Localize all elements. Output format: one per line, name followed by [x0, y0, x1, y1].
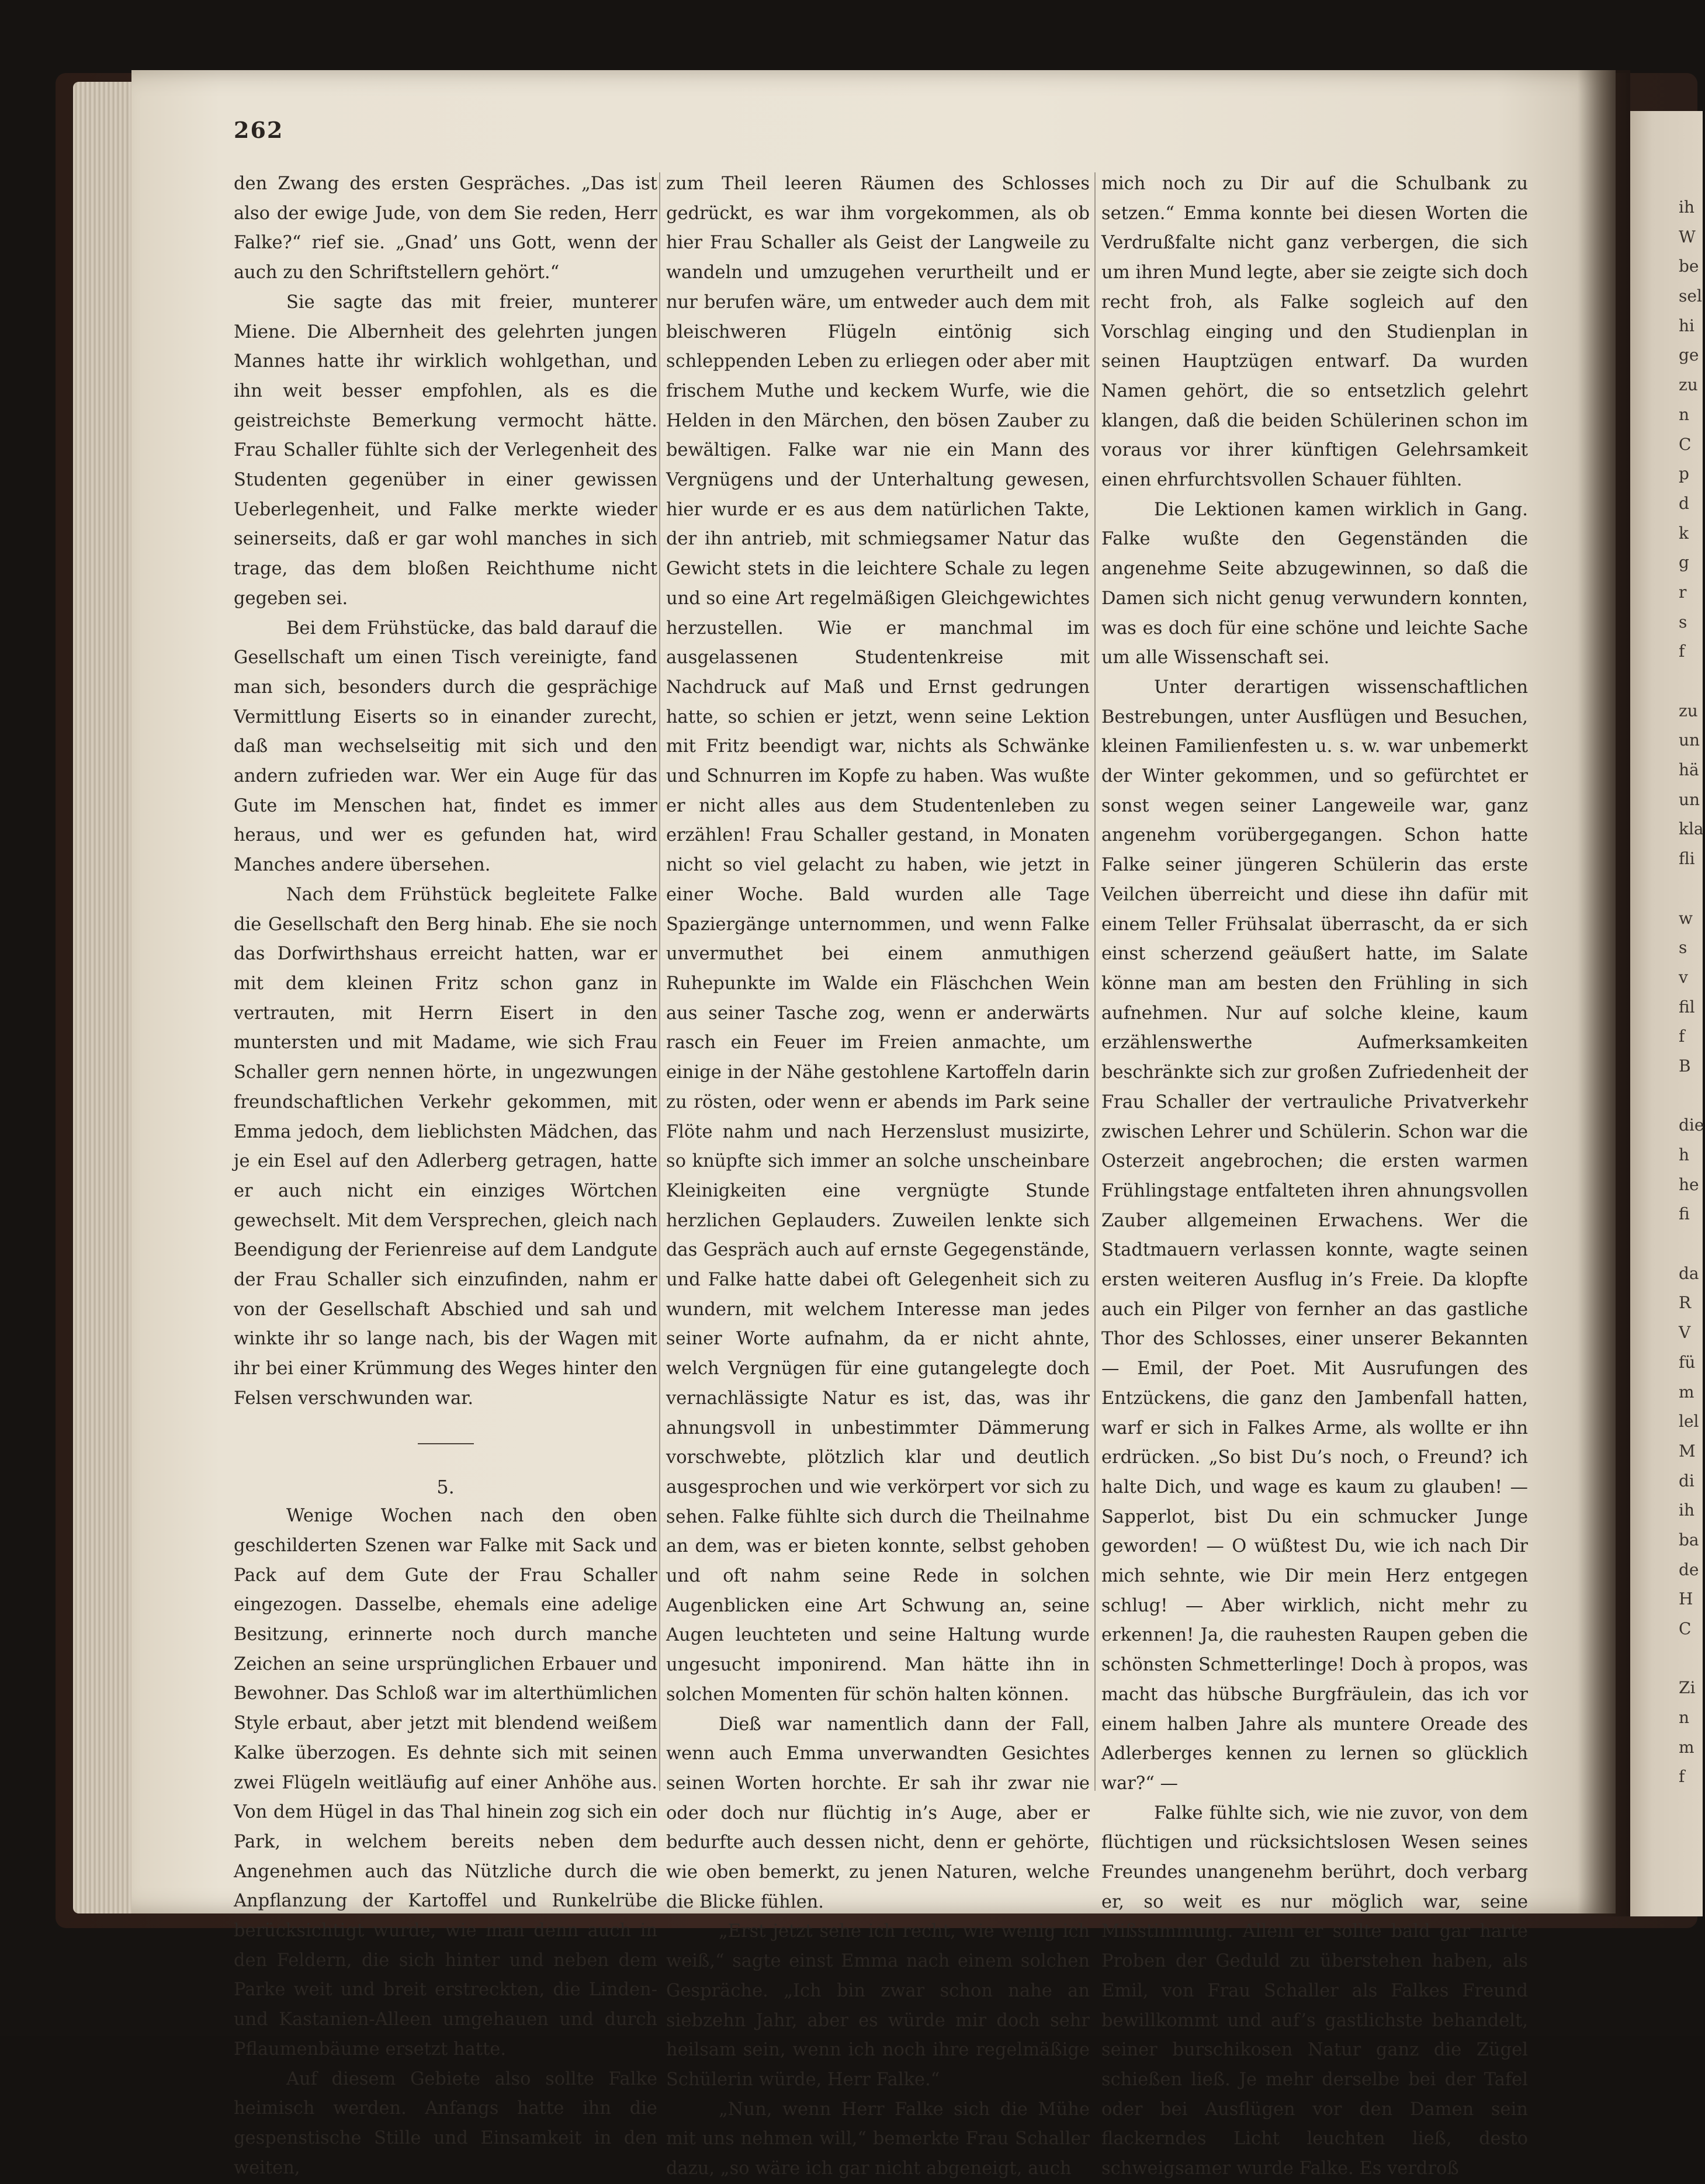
facing-page-fragment: fi	[1679, 1204, 1690, 1224]
facing-page-fragment: hi	[1679, 316, 1694, 335]
facing-page-fragment: Zi	[1679, 1678, 1696, 1698]
facing-page-fragment: f	[1679, 1767, 1685, 1787]
facing-page-fragment	[1679, 1081, 1705, 1111]
facing-page-fragment: die	[1679, 1115, 1704, 1135]
facing-page-fragment: zu	[1679, 375, 1698, 395]
column-rule	[1094, 172, 1096, 1791]
facing-page-fragment	[1679, 874, 1705, 904]
facing-page-fragment: fil	[1679, 997, 1695, 1017]
facing-page-fragment: d	[1679, 493, 1689, 513]
paragraph: „Erst jetzt sehe ich recht, wie wenig ich weiß,“ sagte einst Emma nach einem solchen Gespräche. „Ich bin zwar schon nahe an siebzehn Jahr, aber es würde mir doch sehr heilsam sein, wenn ich noch ihre regelmäßige Schülerin würde, Herr Falke.“	[666, 1921, 1090, 2090]
facing-page-fragment: ba	[1679, 1530, 1699, 1549]
text-column-3	[1101, 169, 1528, 2184]
facing-page-fragment: sel	[1679, 286, 1702, 306]
text-column-2	[666, 169, 1090, 2184]
facing-page-fragment: h	[1679, 1145, 1690, 1164]
paragraph: Dieß war namentlich dann der Fall, wenn auch Emma unverwandten Gesichtes seinen Worten horchte. Er sah ihr zwar nie oder doch nur flüchtig in’s Auge, aber er bedurfte auch dessen nicht, denn er gehörte, wie oben bemerkt, zu jenen Naturen, welche die Blicke fühlen.	[666, 1714, 1090, 1912]
facing-page-fragment	[1679, 1229, 1705, 1259]
paragraph: Nach dem Frühstück begleitete Falke die Gesellschaft den Berg hinab. Ehe sie noch das Dorfwirthshaus erreicht hatten, war er mit dem kleinen Fritz schon ganz in vertrauten, mit Herrn Eisert in den muntersten und mit Madame, wie sich Frau Schaller gern nennen hörte, in ungezwungen freundschaftlichen Verkehr gekommen, mit Emma jedoch, dem lieblichsten Mädchen, das je ein Esel auf den Adlerberg getragen, hatte er auch nicht ein einziges Wörtchen gewechselt. Mit dem Versprechen, gleich nach Beendigung der Ferienreise auf dem Landgute der Frau Schaller sich einzufinden, nahm er von der Gesellschaft Abschied und sah und winkte ihr so lange nach, bis der Wagen mit ihr bei einer Krümmung des Weges hinter den Felsen verschwunden war.	[234, 884, 657, 1409]
paragraph: Wenige Wochen nach den oben geschilderten Szenen war Falke mit Sack und Pack auf dem Gute der Frau Schaller eingezogen. Dasselbe, ehemals eine adelige Besitzung, erinnerte noch durch manche Zeichen an seine ursprünglichen Erbauer und Bewohner. Das Schloß war im alterthümlichen Style erbaut, aber jetzt mit blendend weißem Kalke überzogen. Es dehnte sich mit seinen zwei Flügeln weitläufig auf einer Anhöhe aus. Von dem Hügel in das Thal hinein zog sich ein Park, in welchem bereits neben dem Angenehmen auch das Nützliche durch die Anpflanzung der Kartoffel und Runkelrübe berücksichtigt wurde, wie man denn auch in den Feldern, die sich hinter und neben dem Parke weit und breit erstreckten, die Linden- und Kastanien-Alleen umgehauen und durch Pflaumenbäume ersetzt hatte.	[234, 1506, 657, 2060]
paragraph: Auf diesem Gebiete also sollte Falke heimisch werden. Anfangs hatte ihn die gespenstische Stille und Einsamkeit in den weiten,	[234, 2068, 657, 2178]
facing-page-fragment: kla	[1679, 819, 1704, 839]
facing-page-fragment: W	[1679, 227, 1696, 247]
facing-page-fragment: V	[1679, 1323, 1691, 1343]
facing-page-fragment: f	[1679, 1027, 1685, 1046]
column-rule	[659, 172, 660, 1791]
facing-page-fragment: r	[1679, 582, 1687, 602]
facing-page-fragment: C	[1679, 1619, 1692, 1638]
paragraph: Sie sagte das mit freier, munterer Miene. Die Albernheit des gelehrten jungen Mannes hatte ihr wirklich wohlgethan, und ihn weit besser empfohlen, als es die geistreichste Bemerkung vermocht hätte. Frau Schaller fühlte sich der Verlegenheit des Studenten gegenüber in einer gewissen Ueberlegenheit, und Falke merkte wieder seinerseits, daß er gar wohl manches in sich trage, das dem bloßen Reichthume nicht gegeben sei.	[234, 292, 657, 609]
facing-page-fragment: lel	[1679, 1412, 1699, 1431]
facing-page-fragment: R	[1679, 1293, 1692, 1313]
paragraph: Die Lektionen kamen wirklich in Gang. Falke wußte den Gegenständen die angenehme Seite abzugewinnen, so daß die Damen sich nicht genug verwundern konnten, was es doch für eine schöne und leichte Sache um alle Wissenschaft sei.	[1101, 499, 1528, 668]
facing-page-fragment: ge	[1679, 345, 1699, 365]
facing-page-fragment: M	[1679, 1441, 1696, 1461]
facing-page-fragment: hä	[1679, 760, 1699, 780]
facing-page-fragment: de	[1679, 1559, 1699, 1579]
facing-page-fragment: di	[1679, 1471, 1694, 1490]
paragraph: Bei dem Frühstücke, das bald darauf die Gesellschaft um einen Tisch vereinigte, fand man sich, besonders durch die gesprächige Vermittlung Eiserts so in einander zurecht, daß man wechselseitig mit sich und den andern zufrieden war. Wer ein Auge für das Gute im Menschen hat, findet es immer heraus, und wer es gefunden hat, wird Manches andere übersehen.	[234, 618, 657, 876]
facing-page-fragment: ih	[1679, 197, 1694, 217]
book-gutter	[1578, 70, 1630, 1916]
facing-page-fragment: n	[1679, 1708, 1690, 1728]
facing-page-fragment: zu	[1679, 701, 1698, 720]
section-divider	[418, 1443, 474, 1444]
page-edges	[73, 82, 137, 1913]
facing-page-fragment: C	[1679, 434, 1692, 454]
facing-page-fragment: p	[1679, 464, 1689, 484]
facing-page-fragment	[1679, 1644, 1705, 1674]
facing-page-fragment: ih	[1679, 1500, 1694, 1520]
facing-page-fragment: w	[1679, 908, 1693, 928]
facing-page-fragment: B	[1679, 1056, 1691, 1076]
facing-page-fragment: fli	[1679, 849, 1695, 869]
facing-page-fragment: g	[1679, 553, 1689, 573]
facing-page-text-fragments	[1679, 193, 1705, 1792]
facing-page-fragment: m	[1679, 1737, 1694, 1757]
paragraph: Falke fühlte sich, wie nie zuvor, von dem flüchtigen und rücksichtslosen Wesen seines Freundes unangenehm berührt, doch verbarg er, so weit es nur möglich war, seine Mißstimmung. Allein er sollte bald gar harte Proben der Geduld zu überstehen haben, als Emil, von Frau Schaller als Falkes Freund bewillkommt und auf’s gastlichste behandelt, seiner burschikosen Natur ganz die Zügel schießen ließ. Je mehr derselbe bei der Tafel oder bei Ausflügen vor den Damen sein flackerndes Licht leuchten ließ, desto schweigsamer wurde Falke. Es verdroß	[1101, 1802, 1528, 2179]
paragraph: zum Theil leeren Räumen des Schlosses gedrückt, es war ihm vorgekommen, als ob hier Frau Schaller als Geist der Langweile zu wandeln und umzugehen verurtheilt und er nur berufen wäre, um entweder auch dem mit bleischweren Flügeln eintönig sich schleppenden Leben zu erliegen oder aber mit frischem Muthe und keckem Wurfe, wie die Helden in den Märchen, den bösen Zauber zu bewältigen. Falke war nie ein Mann des Vergnügens und der Unterhaltung gewesen, hier wurde er es aus dem natürlichen Takte, der ihn antrieb, mit schmiegsamer Natur das Gewicht stets in die leichtere Schale zu legen und so eine Art regelmäßigen Gleichgewichtes herzustellen. Wie er manchmal im ausgelassenen Studentenkreise mit Nachdruck auf Maß und Ernst gedrungen hatte, so schien er jetzt, wenn seine Lektion mit Fritz beendigt war, nichts als Schwänke und Schnurren im Kopfe zu haben. Was wußte er nicht alles aus dem Studentenleben zu erzählen! Frau Schaller gestand, in Monaten nicht so viel gelacht zu haben, wie jetzt in einer Woche. Bald wurden alle Tage Spaziergänge unternommen, und wenn Falke unvermuthet bei einem anmuthigen Ruhepunkte im Walde ein Fläschchen Wein aus seiner Tasche zog, wenn er anderwärts rasch ein Feuer im Freien anmachte, um einige in der Nähe gestohlene Kartoffeln darin zu rösten, oder wenn er abends im Park seine Flöte nahm und nach Herzenslust musizirte, so knüpfte sich immer an solche unscheinbare Kleinigkeiten eine vergnügte Stunde herzlichen Geplauders. Zuweilen lenkte sich das Gespräch auch auf ernste Gegegenstände, und Falke hatte dabei oft Gelegenheit sich zu wundern, mit welchem Interesse man jedes seiner Worte aufnahm, da er nicht ahnte, welch Vergnügen für eine gutangelegte doch vernachlässigte Natur es ist, das, was ihr ahnungsvoll in unbestimmter Dämmerung vorschwebte, plötzlich klar und deutlich ausgesprochen und wie verkörpert vor sich zu sehen. Falke fühlte sich durch die Theilnahme an dem, was er bieten konnte, selbst gehoben und oft nahm seine Rede in solchen Augenblicken eine Art Schwung an, seine Augen leuchteten und seine Haltung wurde ungesucht imponirend. Man hätte ihn in solchen Momenten für schön halten können.	[666, 174, 1090, 1705]
facing-page-fragment: H	[1679, 1589, 1693, 1609]
paragraph: den Zwang des ersten Gespräches. „Das ist also der ewige Jude, von dem Sie reden, Herr Falke?“ rief sie. „Gnad’ uns Gott, wenn der auch zu den Schriftstellern gehört.“	[234, 174, 657, 283]
facing-page-fragment: m	[1679, 1382, 1694, 1402]
paragraph: mich noch zu Dir auf die Schulbank zu setzen.“ Emma konnte bei diesen Worten die Verdrußfalte nicht ganz verbergen, die sich um ihren Mund legte, aber sie zeigte sich doch recht froh, als Falke sogleich auf den Vorschlag einging und den Studienplan in seinen Hauptzügen entwarf. Da wurden Namen gehört, die so entsetzlich gelehrt klangen, daß die beiden Schülerinen schon im voraus vor ihrer künftigen Gelehrsamkeit einen ehrfurchtsvollen Schauer fühlten.	[1101, 174, 1528, 491]
facing-page-fragment: n	[1679, 404, 1690, 424]
page-number: 262	[234, 117, 284, 143]
facing-page-fragment: f	[1679, 642, 1685, 661]
paragraph: Unter derartigen wissenschaftlichen Bestrebungen, unter Ausflügen und Besuchen, kleinen Familienfesten u. s. w. war unbemerkt der Winter gekommen, und so gefürchtet er sonst wegen seiner Langeweile war, ganz angenehm vorübergegangen. Schon hatte Falke seiner jüngeren Schülerin das erste Veilchen überreicht und diese ihn dafür mit einem Teller Frühsalat überrascht, da er sich einst scherzend geäußert hatte, im Salate könne man am besten den Frühling in sich aufnehmen. Nur auf solche kleine, kaum erzählenswerthe Aufmerksamkeiten beschränkte sich zur großen Zufriedenheit der Frau Schaller der vertrauliche Privatverkehr zwischen Lehrer und Schülerin. Schon war die Osterzeit angebrochen; die ersten warmen Frühlingstage entfalteten ihren ahnungsvollen Zauber allgemeinen Erwachens. Wer die Stadtmauern verlassen konnte, wagte seinen ersten weiteren Ausflug in’s Freie. Da klopfte auch ein Pilger von fernher an das gastliche Thor des Schlosses, einer unserer Bekannten — Emil, der Poet. Mit Ausrufungen des Entzückens, die ganz den Jambenfall hatten, warf er sich in Falkes Arme, als wollte er ihn erdrücken. „So bist Du’s noch, o Freund? ich halte Dich, und wage es kaum zu glauben! — Sapperlot, bist Du ein schmucker Junge geworden! — O wüßtest Du, wie ich nach Dir mich sehnte, wie Dir mein Herz entgegen schlug! — Aber wirklich, nicht mehr zu erkennen! Ja, die rauhesten Raupen geben die schönsten Schmetterlinge! Doch à propos, was macht das hübsche Burgfräulein, das ich vor einem halben Jahre als muntere Oreade des Adlerberges kennen zu lernen so glücklich war?“ —	[1101, 677, 1528, 1794]
paragraph: „Nun, wenn Herr Falke sich die Mühe mit uns nehmen will,“ bemerkte Frau Schaller dazu, „so wäre ich gar nicht abgeneigt, auch	[666, 2099, 1090, 2179]
facing-page-fragment: s	[1679, 612, 1687, 632]
text-column-1	[234, 169, 657, 2183]
facing-page-fragment: v	[1679, 967, 1688, 987]
facing-page-fragment	[1679, 667, 1705, 696]
facing-page-fragment: da	[1679, 1263, 1699, 1283]
facing-page-fragment: be	[1679, 256, 1699, 276]
section-number: 5.	[436, 1475, 455, 1498]
facing-page-fragment: un	[1679, 730, 1700, 750]
facing-page-fragment: s	[1679, 938, 1687, 958]
facing-page-fragment: fü	[1679, 1352, 1696, 1372]
facing-page-fragment: he	[1679, 1174, 1699, 1194]
facing-page-fragment: un	[1679, 789, 1700, 809]
facing-page-fragment: k	[1679, 523, 1689, 543]
